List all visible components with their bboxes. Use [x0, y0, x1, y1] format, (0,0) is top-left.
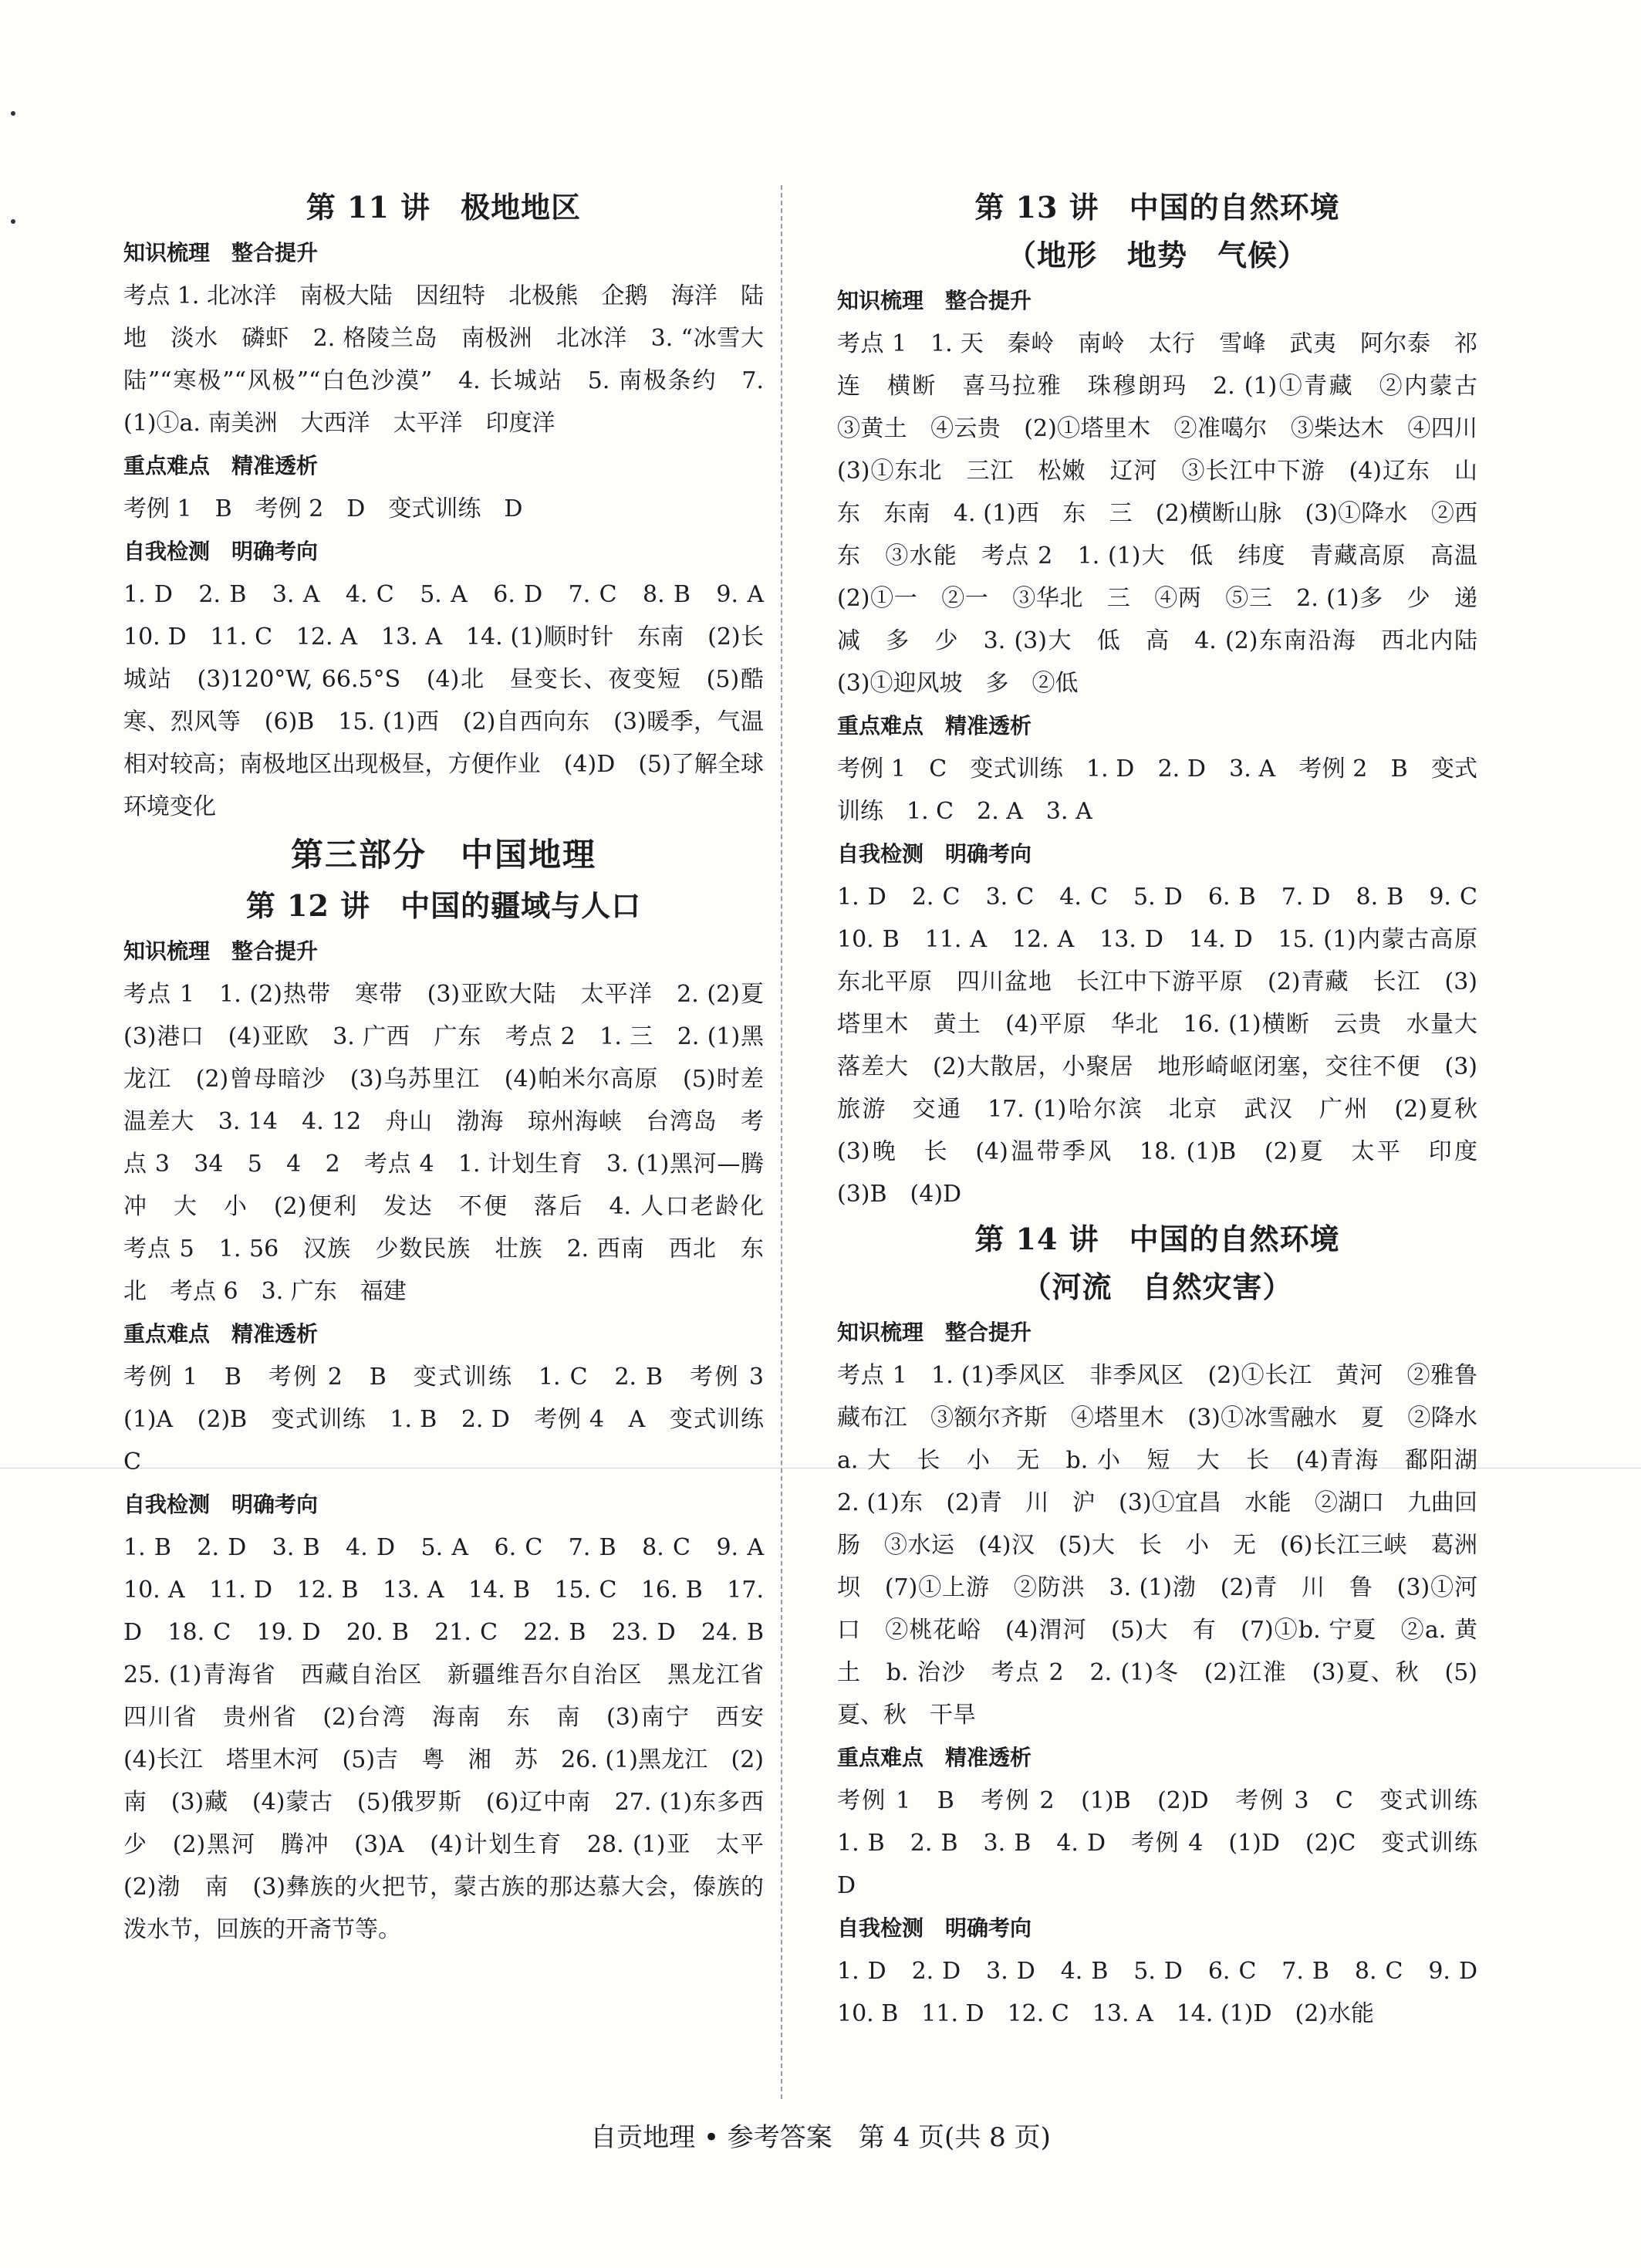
page-footer: 自贡地理 • 参考答案 第 4 页(共 8 页) — [590, 2122, 1051, 2153]
lecture-heading: 第 12 讲 中国的疆域与人口 — [245, 888, 642, 923]
answer-paragraph: 1. B 2. D 3. B 4. D 5. A 6. C 7. B 8. C 9. A 10. A 11. D 12. B 13. A 14. B 15. C 16. B 17. D 18. C 19. D 20. B 21. C 22. B 23. D 24. B 25. (1)青海省 西藏自治区 新疆维吾尔自治区 黑龙江省 四川省 贵州省 (2)台湾 海南 东 南 (3)南宁 西安 (4)长江 塔里木河 (5)吉 粤 湘 苏 26. (1)黑龙江 (2)南 (3)藏 (4)蒙古 (5)俄罗斯 (6)辽中南 27. (1)东多西少 (2)黑河 腾冲 (3)A (4)计划生育 28. (1)亚 太平 (2)渤 南 (3)彝族的火把节，蒙古族的那达慕大会，傣族的泼水节，回族的开斋节等。 — [123, 1534, 787, 1943]
right-column — [837, 184, 1501, 2035]
answer-paragraph: 考例 1 B 考例 2 (1)B (2)D 考例 3 C 变式训练 1. B 2. B 3. B 4. D 考例 4 (1)D (2)C 变式训练 D — [837, 1787, 1501, 1899]
section-label: 自我检测 明确考向 — [837, 841, 1032, 867]
margin-dot-top — [11, 111, 15, 116]
margin-dot-second — [11, 219, 15, 224]
section-label: 重点难点 精准透析 — [123, 453, 319, 478]
part-heading: 第三部分 中国地理 — [290, 836, 596, 874]
section-label: 知识梳理 整合提升 — [837, 1320, 1032, 1345]
answer-paragraph: 考点 1 1. (1)季风区 非季风区 (2)①长江 黄河 ②雅鲁藏布江 ③额尔齐斯 ④塔里木 (3)①冰雪融水 夏 ②降水 a. 大 长 小 无 b. 小 短 大 长 (4)青海 鄱阳湖 2. (1)东 (2)青 川 沪 (3)①宜昌 水能 ②湖口 九曲回肠 ③水运 (4)汉 (5)大 长 小 无 (6)长江三峡 葛洲坝 (7)①上游 ②防洪 3. (1)渤 (2)青 川 鲁 (3)①河口 ②桃花峪 (4)渭河 (5)大 有 (7)①b. 宁夏 ②a. 黄土 b. 治沙 考点 2 2. (1)冬 (2)江淮 (3)夏、秋 (5)夏、秋 干旱 — [837, 1362, 1501, 1729]
lecture-heading: 第 13 讲 中国的自然环境 — [974, 190, 1340, 225]
answer-paragraph: 考例 1 B 考例 2 D 变式训练 D — [123, 495, 523, 522]
section-label: 重点难点 精准透析 — [837, 1745, 1032, 1770]
section-label: 重点难点 精准透析 — [123, 1321, 319, 1347]
answer-paragraph: 考例 1 B 考例 2 B 变式训练 1. C 2. B 考例 3 (1)A (2)B 变式训练 1. B 2. D 考例 4 A 变式训练 C — [123, 1364, 787, 1475]
lecture-heading: 第 11 讲 极地地区 — [306, 190, 582, 225]
section-label: 知识梳理 整合提升 — [123, 240, 319, 265]
section-label: 自我检测 明确考向 — [837, 1915, 1032, 1941]
answer-paragraph: 考例 1 C 变式训练 1. D 2. D 3. A 考例 2 B 变式训练 1. C 2. A 3. A — [837, 755, 1477, 825]
section-label: 自我检测 明确考向 — [123, 539, 319, 564]
section-label: 重点难点 精准透析 — [837, 713, 1032, 739]
answer-paragraph: 1. D 2. C 3. C 4. C 5. D 6. B 7. D 8. B 9. C 10. B 11. A 12. A 13. D 14. D 15. (1)内蒙古高原 东北平原 四川盆地 长江中下游平原 (2)青藏 长江 (3)塔里木 黄土 (4)平原 华北 16. (1)横断 云贵 水量大 落差大 (2)大散居，小聚居 地形崎岖闭塞，交往不便 (3)旅游 交通 17. (1)哈尔滨 北京 武汉 广州 (2)夏秋 (3)晚 长 (4)温带季风 18. (1)B (2)夏 太平 印度 (3)B (4)D — [837, 884, 1501, 1208]
section-label: 自我检测 明确考向 — [123, 1492, 319, 1517]
answer-paragraph: 考点 1 1. 天 秦岭 南岭 太行 雪峰 武夷 阿尔泰 祁连 横断 喜马拉雅 珠穆朗玛 2. (1)①青藏 ②内蒙古 ③黄土 ④云贵 (2)①塔里木 ②准噶尔 ③柴达木 ④四川 (3)①东北 三江 松嫩 辽河 ③长江中下游 (4)辽东 山东 东南 4. (1)西 东 三 (2)横断山脉 (3)①降水 ②西 东 ③水能 考点 2 1. (1)大 低 纬度 青藏高原 高温 (2)①一 ②一 ③华北 三 ④两 ⑤三 2. (1)多 少 递减 多 少 3. (3)大 低 高 4. (2)东南沿海 西北内陆 (3)①迎风坡 多 ②低 — [837, 330, 1501, 697]
section-label: 知识梳理 整合提升 — [837, 288, 1032, 313]
lecture-heading: 第 14 讲 中国的自然环境 — [974, 1222, 1340, 1256]
answer-paragraph: 考点 1 1. (2)热带 寒带 (3)亚欧大陆 太平洋 2. (2)夏 (3)港口 (4)亚欧 3. 广西 广东 考点 2 1. 三 2. (1)黑龙江 (2)曾母暗沙 (3)乌苏里江 (4)帕米尔高原 (5)时差 温差大 3. 14 4. 12 舟山 渤海 琼州海峡 台湾岛 考点 3 34 5 4 2 考点 4 1. 计划生育 3. (1)黑河—腾冲 大 小 (2)便利 发达 不便 落后 4. 人口老龄化 考点 5 1. 56 汉族 少数民族 壮族 2. 西南 西北 东北 考点 6 3. 广东 福建 — [123, 981, 787, 1305]
section-label: 知识梳理 整合提升 — [123, 938, 319, 964]
answer-paragraph: 1. D 2. B 3. A 4. C 5. A 6. D 7. C 8. B 9. A 10. D 11. C 12. A 13. A 14. (1)顺时针 东南 (2)长城站 (3)120°W, 66.5°S (4)北 昼变长、夜变短 (5)酷寒、烈风等 (6)B 15. (1)西 (2)自西向东 (3)暖季，气温相对较高；南极地区出现极昼，方便作业 (4)D (5)了解全球环境变化 — [123, 581, 787, 820]
lecture-heading: （地形 地势 气候） — [1006, 238, 1308, 272]
column-divider — [781, 185, 782, 2099]
answer-paragraph: 考点 1. 北冰洋 南极大陆 因纽特 北极熊 企鹅 海洋 陆地 淡水 磷虾 2. 格陵兰岛 南极洲 北冰洋 3. “冰雪大陆”“寒极”“风极”“白色沙漠” 4. 长城站 5. 南极条约 7. (1)①a. 南美洲 大西洋 太平洋 印度洋 — [123, 282, 764, 437]
left-column — [123, 184, 787, 1951]
lecture-heading: （河流 自然灾害） — [1021, 1269, 1293, 1304]
answer-paragraph: 1. D 2. D 3. D 4. B 5. D 6. C 7. B 8. C 9. D 10. B 11. D 12. C 13. A 14. (1)D (2)水能 — [837, 1958, 1501, 2027]
